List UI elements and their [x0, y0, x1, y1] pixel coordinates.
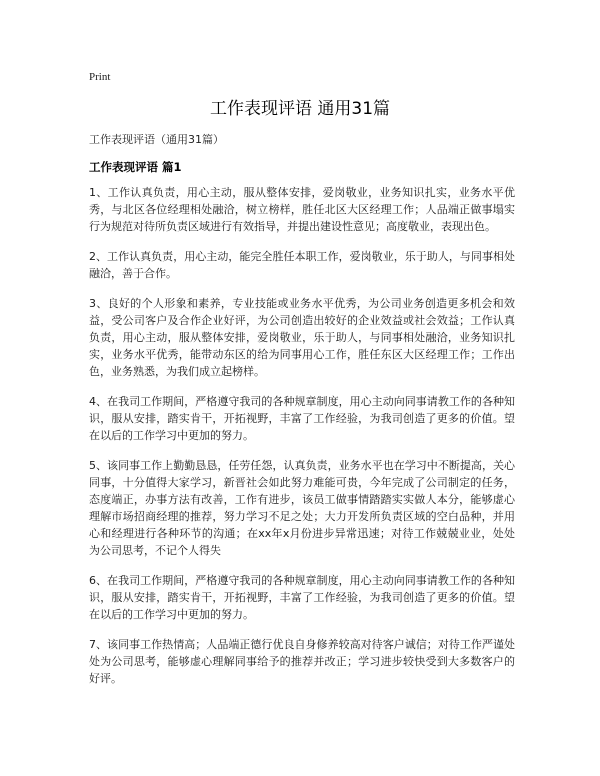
section-heading: 工作表现评语 篇1: [89, 160, 182, 174]
paragraph-1: 1、工作认真负责，用心主动，服从整体安排，爱岗敬业，业务知识扎实，业务水平优秀，与北区各位经理相处融洽，树立榜样，胜任北区大区经理工作；人品端正做事塌实行为规范对待所负责区域进行有效指导，并提出建设性意见；高度敬业，表现出色。: [89, 186, 515, 233]
page-title: 工作表现评语 通用31篇: [209, 99, 391, 119]
paragraph-6: 6、在我司工作期间，严格遵守我司的各种规章制度，用心主动向同事请教工作的各种知识，服从安排，踏实肯干，开拓视野，丰富了工作经验，为我司创造了更多的价值。望在以后的工作学习中更加的努力。: [89, 574, 515, 621]
paragraph-2: 2、工作认真负责，用心主动，能完全胜任本职工作，爱岗敬业，乐于助人，与同事相处融洽，善于合作。: [89, 250, 515, 280]
document-subtitle: 工作表现评语（通用31篇）: [89, 133, 224, 146]
paragraph-7: 7、该同事工作热情高；人品端正德行优良自身修养较高对待客户诚信；对待工作严谨处处为公司思考，能够虚心理解同事给予的推荐并改正；学习进步较快受到大多数客户的好评。: [89, 638, 515, 685]
paragraph-4: 4、在我司工作期间，严格遵守我司的各种规章制度，用心主动向同事请教工作的各种知识，服从安排，踏实肯干，开拓视野，丰富了工作经验，为我司创造了更多的价值。望在以后的工作学习中更加的努力。: [89, 395, 515, 442]
print-link[interactable]: Print: [89, 71, 111, 83]
paragraph-3: 3、良好的个人形象和素养，专业技能或业务水平优秀，为公司业务创造更多机会和效益，受公司客户及合作企业好评，为公司创造出较好的企业效益或社会效益；工作认真负责，用心主动，服从整体安排，爱岗敬业，乐于助人，与同事相处融洽，业务知识扎实，业务水平优秀，能带动东区的给为同事用心工作，胜任东区大区经理工作；工作出色，业务熟悉，为我们成立起榜样。: [89, 297, 515, 378]
document-body: [89, 184, 515, 700]
paragraph-5: 5、该同事工作上勤勤恳恳，任劳任怨，认真负责，业务水平也在学习中不断提高，关心同事，十分值得大家学习，新晋社会如此努力难能可贵，今年完成了公司制定的任务，态度端正，办事方法有改善，工作有进步，该员工做事情踏踏实实做人本分，能够虚心理解市场招商经理的推荐，努力学习不足之处；大力开发所负责区域的空白品种，并用心和经理进行各种环节的沟通；在xx年x月份进步异常迅速；对待工作兢兢业业，处处为公司思考，不记个人得失: [89, 459, 515, 557]
